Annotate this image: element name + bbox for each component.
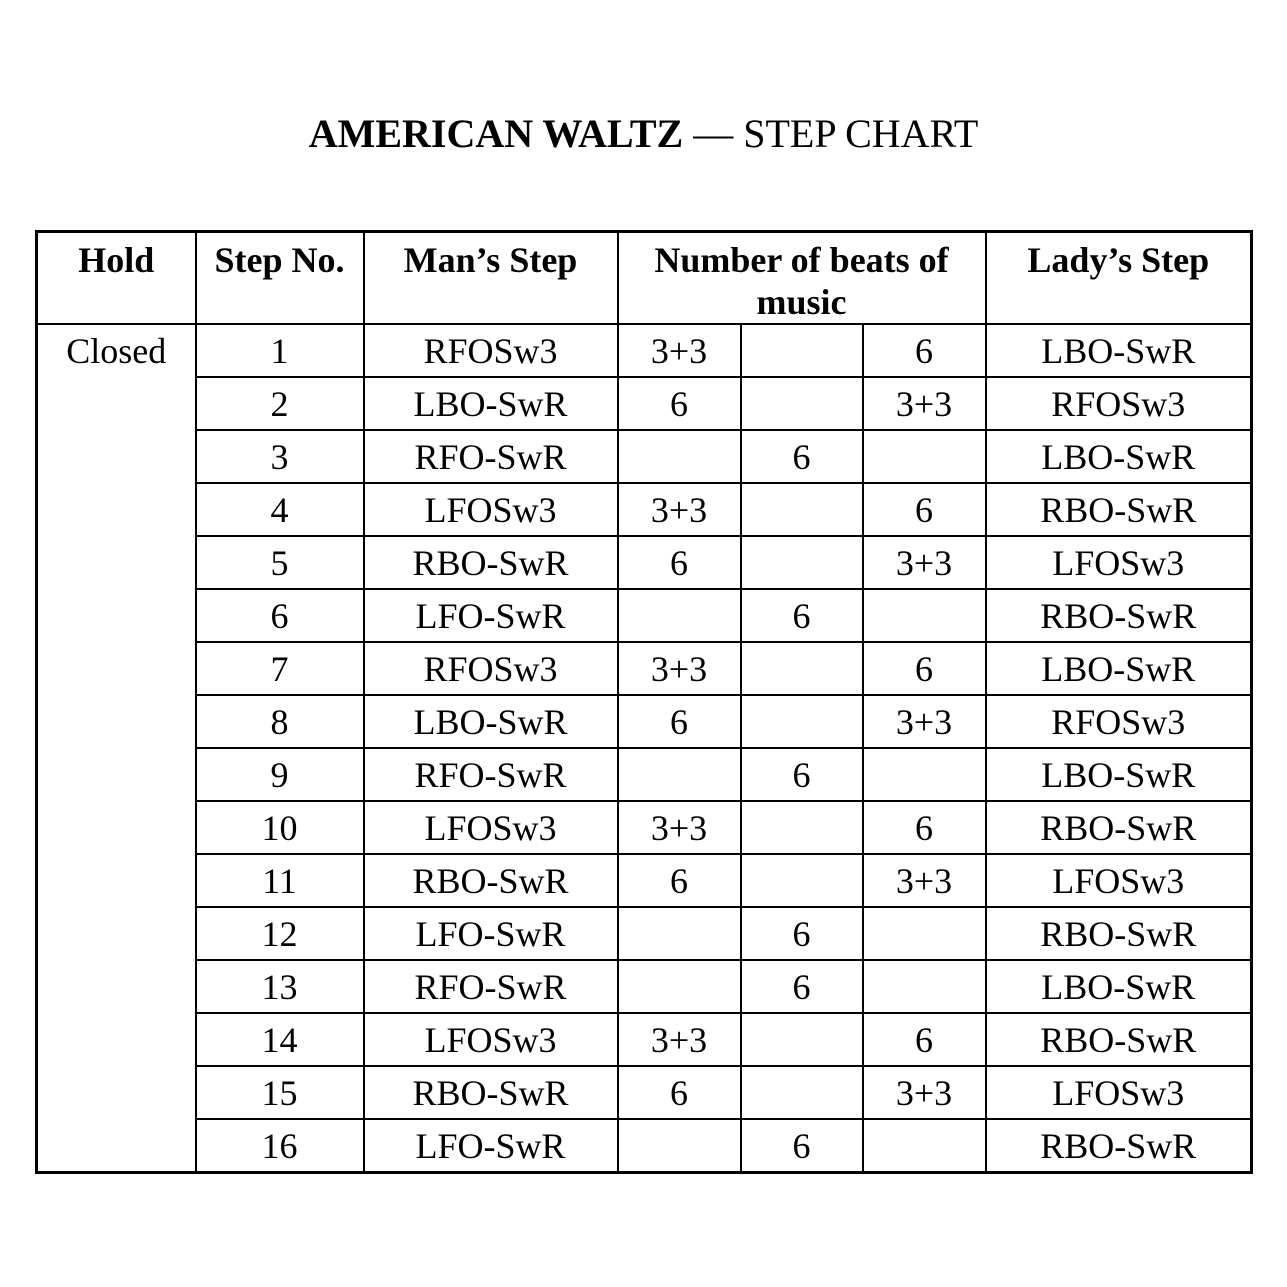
step-no-cell: 16 [196, 1119, 364, 1173]
table-row [37, 324, 1252, 377]
mans-step-cell: RBO-SwR [364, 854, 618, 907]
beats-cell-2 [741, 642, 863, 695]
mans-step-cell: LFOSw3 [364, 483, 618, 536]
table-row [37, 907, 1252, 960]
beats-cell-3: 6 [863, 1013, 986, 1066]
ladys-step-cell: LBO-SwR [986, 642, 1252, 695]
ladys-step-cell: LFOSw3 [986, 536, 1252, 589]
table-row [37, 483, 1252, 536]
beats-cell-3 [863, 430, 986, 483]
header-row [37, 232, 1252, 325]
beats-cell-2: 6 [741, 960, 863, 1013]
table-row [37, 695, 1252, 748]
step-no-cell: 1 [196, 324, 364, 377]
beats-cell-2 [741, 801, 863, 854]
ladys-step-cell: RBO-SwR [986, 1013, 1252, 1066]
header-step-no: Step No. [196, 232, 364, 325]
beats-cell-1 [618, 960, 741, 1013]
title-rest: — STEP CHART [683, 111, 979, 156]
table-row [37, 960, 1252, 1013]
beats-cell-3 [863, 1119, 986, 1173]
step-no-cell: 11 [196, 854, 364, 907]
beats-cell-1: 6 [618, 854, 741, 907]
table-row [37, 536, 1252, 589]
mans-step-cell: LFOSw3 [364, 801, 618, 854]
beats-cell-2 [741, 377, 863, 430]
beats-cell-3: 3+3 [863, 854, 986, 907]
beats-cell-1: 3+3 [618, 483, 741, 536]
beats-cell-1 [618, 748, 741, 801]
ladys-step-cell: RBO-SwR [986, 907, 1252, 960]
beats-cell-2: 6 [741, 430, 863, 483]
step-no-cell: 5 [196, 536, 364, 589]
beats-cell-2 [741, 483, 863, 536]
mans-step-cell: LFOSw3 [364, 1013, 618, 1066]
beats-cell-3: 3+3 [863, 1066, 986, 1119]
header-beats: Number of beats of music [618, 232, 986, 325]
mans-step-cell: LBO-SwR [364, 695, 618, 748]
ladys-step-cell: LFOSw3 [986, 1066, 1252, 1119]
beats-cell-1 [618, 1119, 741, 1173]
step-no-cell: 3 [196, 430, 364, 483]
step-no-cell: 8 [196, 695, 364, 748]
beats-cell-1: 6 [618, 377, 741, 430]
mans-step-cell: RFO-SwR [364, 748, 618, 801]
table-row [37, 377, 1252, 430]
table-row [37, 589, 1252, 642]
step-no-cell: 2 [196, 377, 364, 430]
ladys-step-cell: LBO-SwR [986, 960, 1252, 1013]
beats-cell-3 [863, 960, 986, 1013]
beats-cell-1 [618, 589, 741, 642]
mans-step-cell: RBO-SwR [364, 1066, 618, 1119]
ladys-step-cell: RFOSw3 [986, 695, 1252, 748]
beats-cell-3 [863, 748, 986, 801]
table-row [37, 430, 1252, 483]
ladys-step-cell: RBO-SwR [986, 1119, 1252, 1173]
beats-cell-1 [618, 907, 741, 960]
table-row [37, 1119, 1252, 1173]
header-mans-step: Man’s Step [364, 232, 618, 325]
table-row [37, 801, 1252, 854]
beats-cell-3 [863, 589, 986, 642]
mans-step-cell: LFO-SwR [364, 1119, 618, 1173]
header-ladys-step: Lady’s Step [986, 232, 1252, 325]
ladys-step-cell: RBO-SwR [986, 483, 1252, 536]
table-row [37, 1066, 1252, 1119]
table-body [37, 324, 1252, 1173]
beats-cell-1: 6 [618, 695, 741, 748]
beats-cell-3: 3+3 [863, 377, 986, 430]
ladys-step-cell: RFOSw3 [986, 377, 1252, 430]
table-row [37, 854, 1252, 907]
beats-cell-3: 6 [863, 324, 986, 377]
beats-cell-3: 3+3 [863, 695, 986, 748]
ladys-step-cell: LBO-SwR [986, 324, 1252, 377]
step-no-cell: 12 [196, 907, 364, 960]
step-no-cell: 9 [196, 748, 364, 801]
beats-cell-1: 3+3 [618, 642, 741, 695]
ladys-step-cell: RBO-SwR [986, 801, 1252, 854]
ladys-step-cell: RBO-SwR [986, 589, 1252, 642]
page-title [0, 108, 1287, 160]
beats-cell-1: 3+3 [618, 1013, 741, 1066]
beats-cell-3 [863, 907, 986, 960]
beats-cell-2: 6 [741, 748, 863, 801]
table-row [37, 748, 1252, 801]
beats-cell-3: 6 [863, 483, 986, 536]
hold-cell: Closed [37, 324, 196, 1173]
beats-cell-1: 3+3 [618, 324, 741, 377]
beats-cell-2 [741, 1013, 863, 1066]
table-row [37, 642, 1252, 695]
mans-step-cell: LFO-SwR [364, 589, 618, 642]
mans-step-cell: RFO-SwR [364, 430, 618, 483]
mans-step-cell: RFOSw3 [364, 642, 618, 695]
table-row [37, 1013, 1252, 1066]
mans-step-cell: LBO-SwR [364, 377, 618, 430]
ladys-step-cell: LFOSw3 [986, 854, 1252, 907]
ladys-step-cell: LBO-SwR [986, 430, 1252, 483]
ladys-step-cell: LBO-SwR [986, 748, 1252, 801]
beats-cell-2: 6 [741, 589, 863, 642]
beats-cell-1: 3+3 [618, 801, 741, 854]
beats-cell-1 [618, 430, 741, 483]
step-no-cell: 13 [196, 960, 364, 1013]
step-no-cell: 4 [196, 483, 364, 536]
mans-step-cell: RBO-SwR [364, 536, 618, 589]
mans-step-cell: LFO-SwR [364, 907, 618, 960]
step-no-cell: 10 [196, 801, 364, 854]
step-no-cell: 7 [196, 642, 364, 695]
beats-cell-3: 6 [863, 642, 986, 695]
beats-cell-2 [741, 854, 863, 907]
beats-cell-2 [741, 695, 863, 748]
beats-cell-1: 6 [618, 536, 741, 589]
beats-cell-2: 6 [741, 907, 863, 960]
step-no-cell: 15 [196, 1066, 364, 1119]
beats-cell-3: 3+3 [863, 536, 986, 589]
header-hold: Hold [37, 232, 196, 325]
beats-cell-1: 6 [618, 1066, 741, 1119]
title-bold: AMERICAN WALTZ [308, 111, 684, 156]
step-no-cell: 6 [196, 589, 364, 642]
mans-step-cell: RFO-SwR [364, 960, 618, 1013]
step-no-cell: 14 [196, 1013, 364, 1066]
step-chart-table [35, 230, 1253, 1174]
mans-step-cell: RFOSw3 [364, 324, 618, 377]
beats-cell-2: 6 [741, 1119, 863, 1173]
beats-cell-3: 6 [863, 801, 986, 854]
beats-cell-2 [741, 1066, 863, 1119]
beats-cell-2 [741, 536, 863, 589]
beats-cell-2 [741, 324, 863, 377]
